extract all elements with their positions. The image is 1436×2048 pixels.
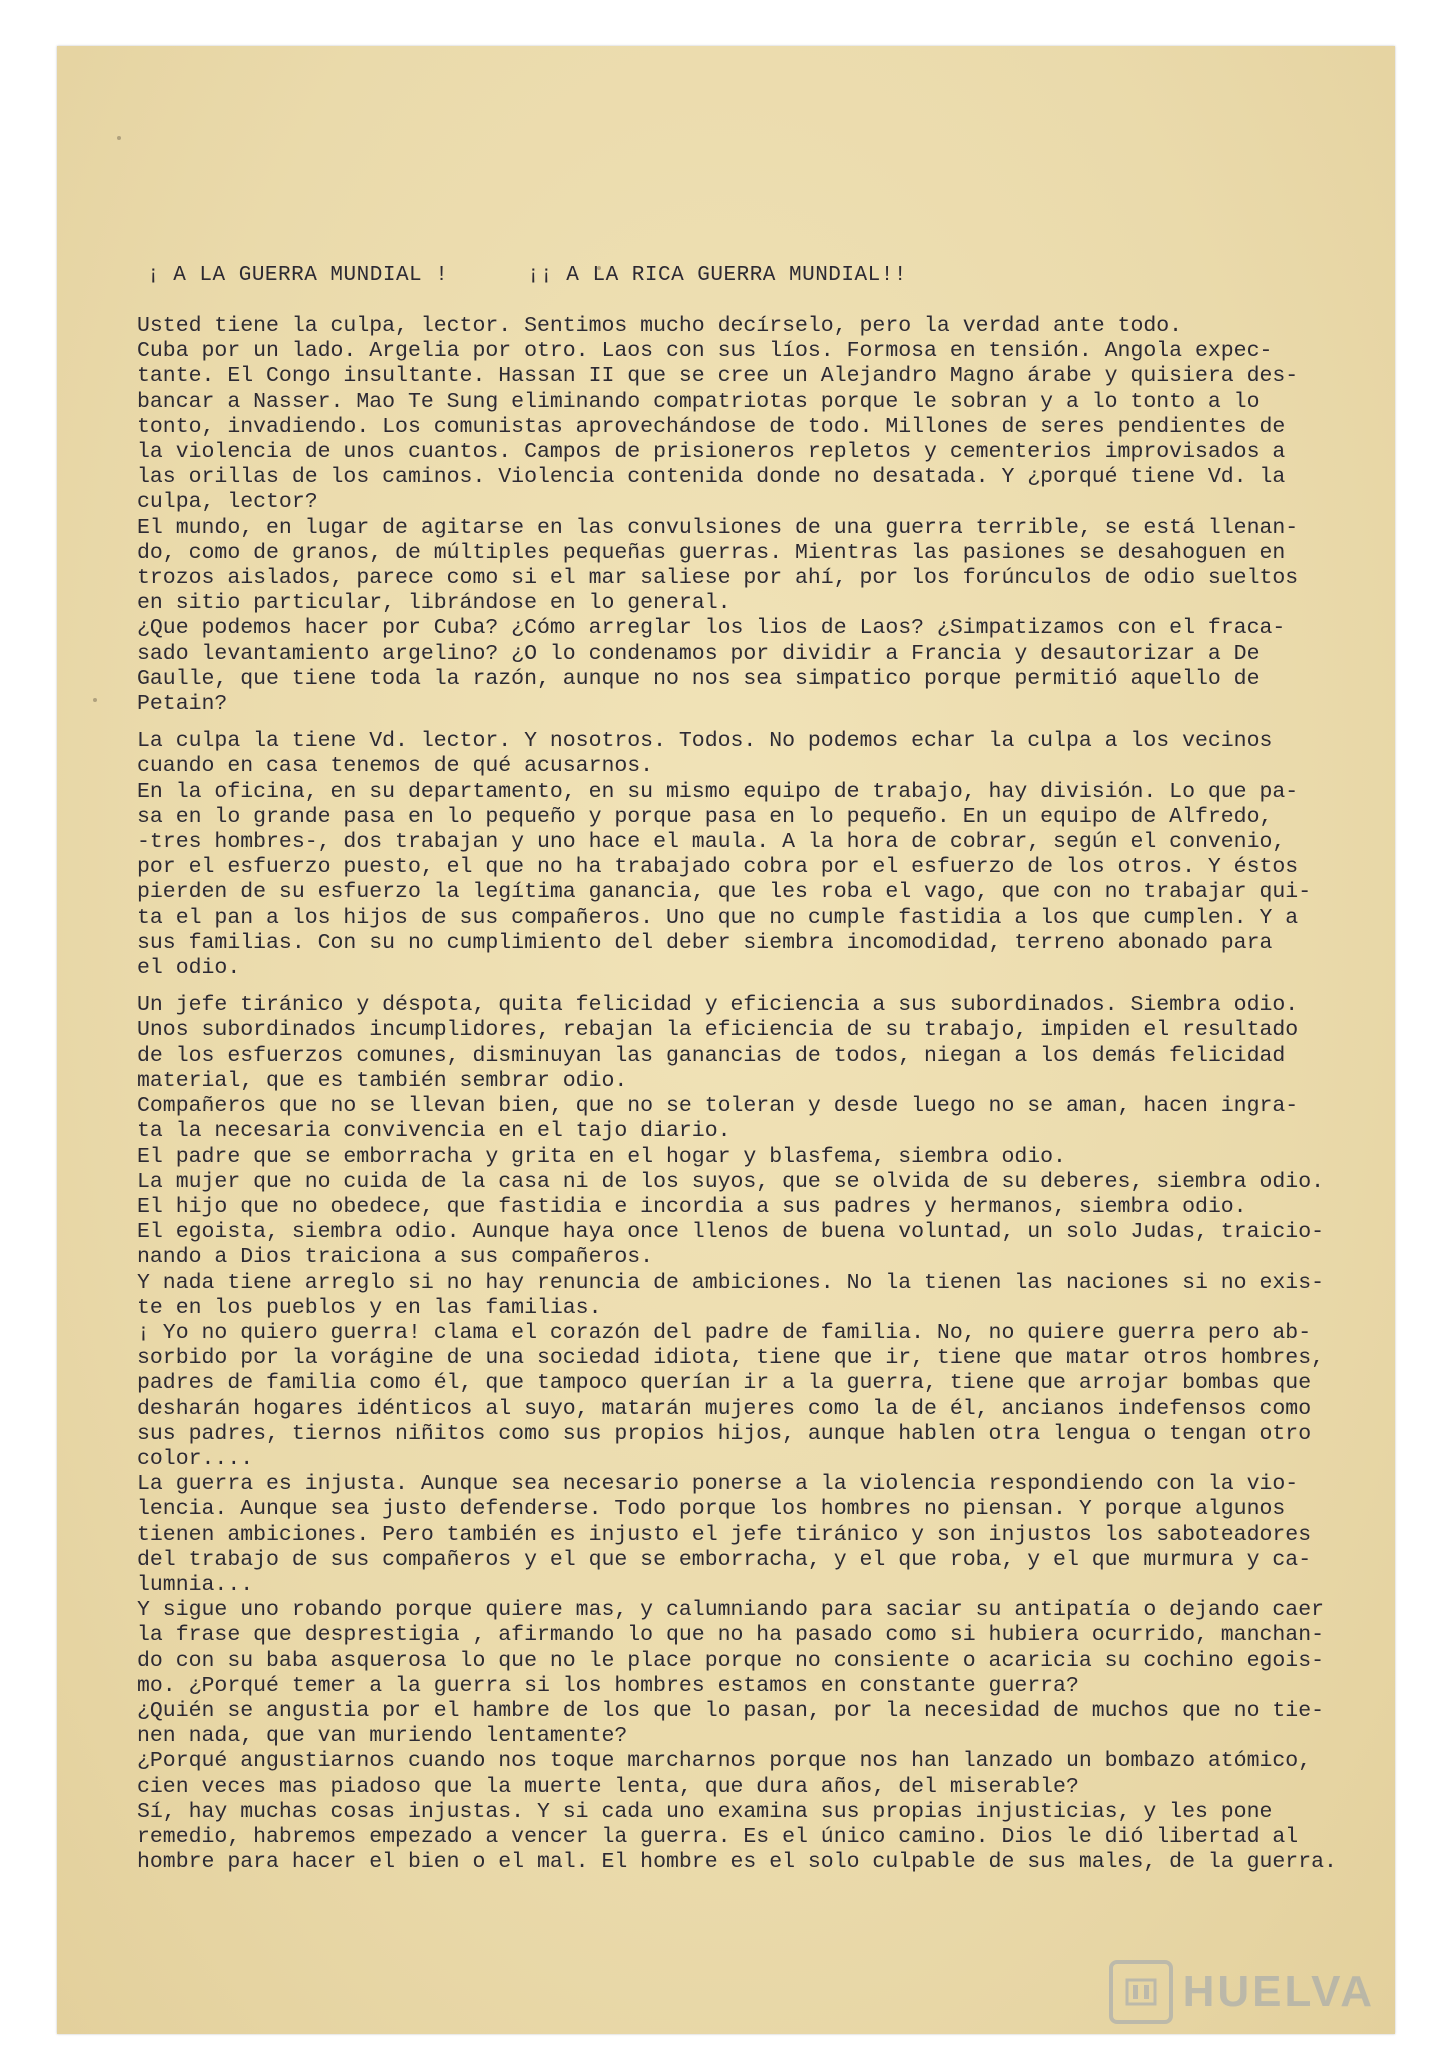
paragraph bbox=[137, 1220, 1337, 1270]
text-line: de los esfuerzos comunes, disminuyan las ganancias de todos, niegan a los demás felicidad bbox=[137, 1043, 1286, 1068]
paragraph bbox=[137, 1195, 1337, 1220]
text-line: Y sigue uno robando porque quiere mas, y calumniando para saciar su antipatía o dejando caer bbox=[137, 1598, 1324, 1623]
text-line: lencia. Aunque sea justo defenderse. Todo porque los hombres no piensan. Y porque algunos bbox=[137, 1497, 1286, 1522]
paragraph bbox=[137, 314, 1337, 516]
paragraph bbox=[137, 1094, 1337, 1144]
text-line: hombre para hacer el bien o el mal. El hombre es el solo culpable de sus males, de la guerra. bbox=[137, 1850, 1337, 1875]
paragraph bbox=[137, 616, 1337, 717]
text-line: ta el pan a los hijos de sus compañeros. Uno que no cumple fastidia a los que cumplen. Y a bbox=[137, 905, 1299, 930]
text-line: La guerra es injusta. Aunque sea necesario ponerse a la violencia respondiendo con la vio- bbox=[137, 1472, 1299, 1497]
text-line: ta la necesaria convivencia en el tajo diario. bbox=[137, 1119, 731, 1144]
paper-speck bbox=[93, 698, 97, 702]
text-line: La culpa la tiene Vd. lector. Y nosotros. Todos. No podemos echar la culpa a los vecinos bbox=[137, 729, 1273, 754]
text-line: El egoista, siembra odio. Aunque haya once llenos de buena voluntad, un solo Judas, traicio- bbox=[137, 1220, 1324, 1245]
watermark-text: HUELVA bbox=[1182, 1967, 1375, 2016]
paragraph bbox=[137, 1598, 1337, 1699]
text-line: la frase que desprestigia , afirmando lo que no ha pasado como si hubiera ocurrido, manchan- bbox=[137, 1623, 1324, 1648]
paragraph bbox=[137, 1800, 1337, 1876]
text-line: color.... bbox=[137, 1446, 254, 1471]
text-line: ¿Quién se angustia por el hambre de los que lo pasan, por la necesidad de muchos que no tie- bbox=[137, 1698, 1324, 1723]
paragraph bbox=[137, 729, 1337, 779]
paragraph bbox=[137, 1170, 1337, 1195]
text-line: sus padres, tiernos niñitos como sus propios hijos, aunque hablen otra lengua o tengan otro bbox=[137, 1421, 1312, 1446]
text-line: padres de familia como él, que tampoco querían ir a la guerra, tiene que arrojar bombas que bbox=[137, 1371, 1312, 1396]
text-line: por el esfuerzo puesto, el que no ha trabajado cobra por el esfuerzo de los otros. Y éstos bbox=[137, 855, 1299, 880]
text-line: cien veces mas piadoso que la muerte lenta, que dura años, del miserable? bbox=[137, 1774, 1079, 1799]
document-body bbox=[137, 314, 1337, 1875]
paragraph bbox=[137, 1472, 1337, 1598]
text-line: Usted tiene la culpa, lector. Sentimos mucho decírselo, pero la verdad ante todo. bbox=[137, 314, 1183, 338]
text-line: Cuba por un lado. Argelia por otro. Laos con sus líos. Formosa en tensión. Angola expec- bbox=[137, 339, 1273, 364]
text-line: la violencia de unos cuantos. Campos de prisioneros repletos y cementerios improvisados a bbox=[137, 440, 1286, 465]
text-line: El hijo que no obedece, que fastidia e incordia a sus padres y hermanos, siembra odio. bbox=[137, 1194, 1247, 1219]
text-line: Gaulle, que tiene toda la razón, aunque no nos sea simpatico porque permitió aquello de bbox=[137, 666, 1260, 691]
text-line: El padre que se emborracha y grita en el hogar y blasfema, siembra odio. bbox=[137, 1144, 1066, 1169]
text-line: ¿Porqué angustiarnos cuando nos toque marcharnos porque nos han lanzado un bombazo atómico, bbox=[137, 1749, 1312, 1774]
text-line: culpa, lector? bbox=[137, 490, 318, 515]
archive-watermark bbox=[1109, 1960, 1375, 2024]
text-line: sa en lo grande pasa en lo pequeño y porque pasa en lo pequeño. En un equipo de Alfredo, bbox=[137, 804, 1273, 829]
text-line: sorbido por la vorágine de una sociedad idiota, tiene que ir, tiene que matar otros hombres, bbox=[137, 1346, 1324, 1371]
text-line: Unos subordinados incumplidores, rebajan la eficiencia de su trabajo, impiden el resultado bbox=[137, 1018, 1299, 1043]
text-line: del trabajo de sus compañeros y el que se emborracha, y el que roba, y el que murmura y ca- bbox=[137, 1547, 1312, 1572]
document-heading: ¡ A LA GUERRA MUNDIAL ! ¡¡ A LA RICA GUERRA MUNDIAL!! bbox=[147, 264, 907, 287]
archive-seal-icon bbox=[1109, 1960, 1173, 2024]
paragraph bbox=[137, 1749, 1337, 1799]
text-line: ¿Que podemos hacer por Cuba? ¿Cómo arreglar los lios de Laos? ¿Simpatizamos con el fraca- bbox=[137, 616, 1286, 641]
text-line: Sí, hay muchas cosas injustas. Y si cada uno examina sus propias injusticias, y les pone bbox=[137, 1799, 1273, 1824]
text-line: En la oficina, en su departamento, en su mismo equipo de trabajo, hay división. Lo que pa- bbox=[137, 779, 1299, 804]
text-line: remedio, habremos empezado a vencer la guerra. Es el único camino. Dios le dió libertad al bbox=[137, 1824, 1299, 1849]
text-line: El mundo, en lugar de agitarse en las convulsiones de una guerra terrible, se está llenan- bbox=[137, 515, 1299, 540]
paragraph bbox=[137, 1145, 1337, 1170]
text-line: cuando en casa tenemos de qué acusarnos. bbox=[137, 754, 654, 779]
text-line: las orillas de los caminos. Violencia contenida donde no desatada. Y ¿porqué tiene Vd. la bbox=[137, 465, 1286, 490]
text-line: -tres hombres-, dos trabajan y uno hace el maula. A la hora de cobrar, según el convenio, bbox=[137, 830, 1286, 855]
text-line: Y nada tiene arreglo si no hay renuncia de ambiciones. No la tienen las naciones si no exis- bbox=[137, 1270, 1324, 1295]
text-line: sado levantamiento argelino? ¿O lo condenamos por dividir a Francia y desautorizar a De bbox=[137, 641, 1260, 666]
text-line: do con su baba asquerosa lo que no le place porque no consiente o acaricia su cochino egois- bbox=[137, 1648, 1324, 1673]
text-line: nen nada, que van muriendo lentamente? bbox=[137, 1724, 628, 1749]
paragraph bbox=[137, 1321, 1337, 1472]
text-line: sus familias. Con su no cumplimiento del deber siembra incomodidad, terreno abonado para bbox=[137, 930, 1273, 955]
text-line: tonto, invadiendo. Los comunistas aprovechándose de todo. Millones de seres pendientes de bbox=[137, 414, 1286, 439]
paragraph bbox=[137, 1699, 1337, 1749]
text-line: trozos aislados, parece como si el mar saliese por ahí, por los forúnculos de odio sueltos bbox=[137, 566, 1299, 591]
paragraph bbox=[137, 780, 1337, 982]
text-line: do, como de granos, de múltiples pequeñas guerras. Mientras las pasiones se desahoguen en bbox=[137, 540, 1286, 565]
paragraph bbox=[137, 993, 1337, 1094]
text-line: te en los pueblos y en las familias. bbox=[137, 1295, 602, 1320]
text-line: nando a Dios traiciona a sus compañeros. bbox=[137, 1245, 654, 1270]
paper-speck bbox=[117, 136, 121, 140]
text-line: pierden de su esfuerzo la legítima ganancia, que les roba el vago, que con no trabajar qui- bbox=[137, 880, 1312, 905]
text-line: tante. El Congo insultante. Hassan II que se cree un Alejandro Magno árabe y quisiera des- bbox=[137, 364, 1299, 389]
text-line: tienen ambiciones. Pero también es injusto el jefe tiránico y son injustos los saboteadores bbox=[137, 1522, 1312, 1547]
text-line: Un jefe tiránico y déspota, quita felicidad y eficiencia a sus subordinados. Siembra odio. bbox=[137, 993, 1299, 1018]
text-line: lumnia... bbox=[137, 1572, 254, 1597]
text-line: el odio. bbox=[137, 956, 241, 981]
text-line: Petain? bbox=[137, 692, 228, 717]
text-line: desharán hogares idénticos al suyo, matarán mujeres como la de él, ancianos indefensos como bbox=[137, 1396, 1312, 1421]
text-line: en sitio particular, librándose en lo general. bbox=[137, 591, 731, 616]
paragraph bbox=[137, 1271, 1337, 1321]
text-line: material, que es también sembrar odio. bbox=[137, 1068, 628, 1093]
paragraph bbox=[137, 516, 1337, 617]
document-page bbox=[57, 46, 1395, 2034]
text-line: mo. ¿Porqué temer a la guerra si los hombres estamos en constante guerra? bbox=[137, 1673, 1079, 1698]
text-line: ¡ Yo no quiero guerra! clama el corazón del padre de familia. No, no quiere guerra pero ab- bbox=[137, 1320, 1312, 1345]
text-line: Compañeros que no se llevan bien, que no se toleran y desde luego no se aman, hacen ingra- bbox=[137, 1094, 1299, 1119]
text-line: bancar a Nasser. Mao Te Sung eliminando compatriotas porque le sobran y a lo tonto a lo bbox=[137, 389, 1260, 414]
text-line: La mujer que no cuida de la casa ni de los suyos, que se olvida de su deberes, siembra odio. bbox=[137, 1169, 1324, 1194]
